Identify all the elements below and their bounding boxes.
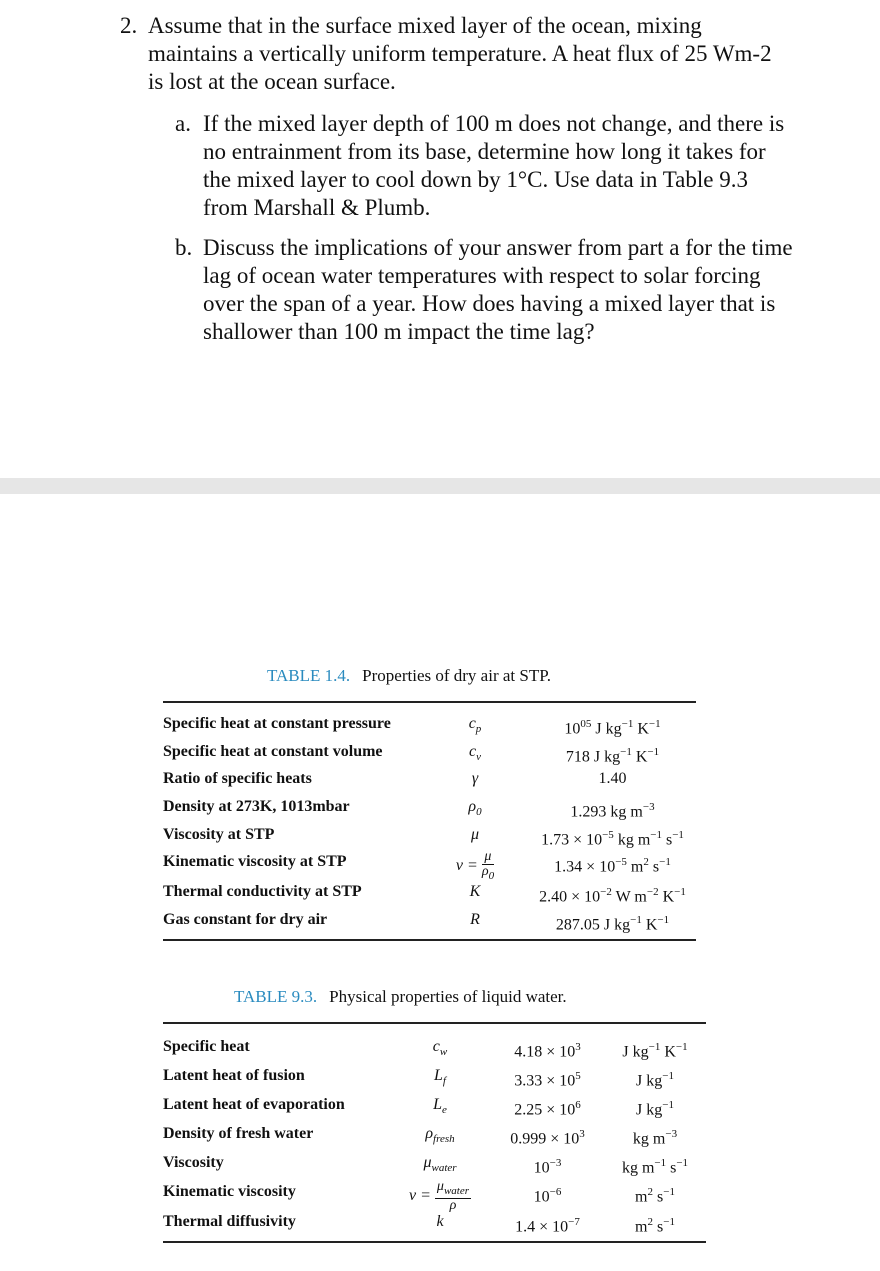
table-row: [0, 1122, 880, 1146]
property-label: Viscosity at STP: [163, 826, 275, 843]
property-symbol: k: [436, 1213, 444, 1230]
property-symbol: $L_e$: [433, 1096, 447, 1117]
property-symbol: μ: [470, 826, 480, 843]
page-divider: [0, 478, 880, 494]
property-value: 287.05 J $kg^{-1}$ $K^{-1}$: [555, 914, 670, 934]
property-value: $3.33 \times 10^5$: [514, 1070, 581, 1090]
table-number: TABLE 1.4.: [267, 666, 351, 685]
property-symbol: ν = $\frac{\mu}{\rho_0}$: [455, 849, 495, 882]
table-2-bottom-rule: [163, 1241, 706, 1243]
property-label: Viscosity: [163, 1154, 224, 1171]
property-label: Specific heat at constant volume: [163, 743, 383, 760]
table-row: [0, 1093, 880, 1117]
table-row: [0, 1210, 880, 1234]
table-row: [0, 1064, 880, 1088]
question-part-b: [175, 234, 795, 346]
property-value: 718 J $kg^{-1}$ $K^{-1}$: [565, 746, 660, 766]
table-row: [0, 823, 880, 847]
table-title: Physical properties of liquid water.: [329, 987, 567, 1006]
part-text: Discuss the implications of your answer from part a for the time lag of ocean water temperatures with respect to solar forcing over the span of a year. How does having a mixed layer that is shallower than 100 m impact the time lag?: [203, 235, 793, 344]
property-unit: J $kg^{-1}$ $K^{-1}$: [622, 1041, 688, 1061]
question-part-a: [175, 110, 795, 222]
table-number: TABLE 9.3.: [234, 987, 318, 1006]
property-symbol: $c_p$: [468, 715, 482, 736]
table-row: [0, 767, 880, 791]
table-2-top-rule: [163, 1022, 706, 1024]
table-row: [0, 795, 880, 819]
property-label: Kinematic viscosity: [163, 1183, 296, 1200]
property-label: Thermal diffusivity: [163, 1213, 296, 1230]
question-number: 2.: [120, 13, 138, 38]
property-label: Ratio of specific heats: [163, 770, 312, 787]
property-label: Kinematic viscosity at STP: [163, 853, 347, 870]
table-1-top-rule: [163, 701, 696, 703]
property-label: Thermal conductivity at STP: [163, 883, 362, 900]
property-label: Latent heat of evaporation: [163, 1096, 345, 1113]
table-title: Properties of dry air at STP.: [362, 666, 552, 685]
property-value: $1.73 \times 10^{-5}$ kg $m^{-1}$ $s^{-1}$: [541, 829, 684, 849]
property-value: $0.999 \times 10^3$: [510, 1128, 585, 1148]
question-2: [120, 12, 780, 96]
property-label: Density at 273K, 1013mbar: [163, 798, 350, 815]
table-row: [0, 880, 880, 904]
property-symbol: $c_v$: [469, 743, 481, 764]
part-label: a.: [175, 111, 191, 136]
table-2-caption: [234, 987, 567, 1007]
property-symbol: $c_w$: [432, 1038, 448, 1059]
property-value: $10^{-3}$: [533, 1157, 562, 1177]
property-value: 1.40: [598, 770, 627, 787]
table-row: [0, 1179, 880, 1213]
property-symbol: K: [469, 883, 481, 900]
table-row: [0, 849, 880, 882]
property-symbol: γ: [471, 770, 479, 787]
property-value: $10^{-6}$: [533, 1186, 562, 1206]
property-unit: kg $m^{-1}$ $s^{-1}$: [621, 1157, 689, 1177]
property-value: 1.293 kg $m^{-3}$: [570, 801, 655, 821]
property-label: Density of fresh water: [163, 1125, 314, 1142]
table-row: [0, 740, 880, 764]
property-value: $10^{05}$ J $kg^{-1}$ $K^{-1}$: [564, 718, 661, 738]
part-text: If the mixed layer depth of 100 m does not change, and there is no entrainment from its base, determine how long it takes for the mixed layer to cool down by 1°C. Use data in Table 9.3 from Marshall & Plumb.: [203, 111, 785, 220]
property-symbol: R: [470, 911, 480, 928]
property-symbol: $L_f$: [434, 1067, 446, 1088]
table-row: [0, 1151, 880, 1175]
property-label: Gas constant for dry air: [163, 911, 328, 928]
property-unit: $m^2$ $s^{-1}$: [635, 1216, 675, 1236]
property-label: Specific heat: [163, 1038, 250, 1055]
property-unit: J $kg^{-1}$: [636, 1099, 674, 1119]
property-unit: kg $m^{-3}$: [632, 1128, 678, 1148]
property-symbol: $\rho_{fresh}$: [425, 1125, 455, 1146]
property-unit: $m^2$ $s^{-1}$: [635, 1186, 675, 1206]
property-label: Specific heat at constant pressure: [163, 715, 391, 732]
table-1-caption: [267, 666, 551, 686]
question-text: Assume that in the surface mixed layer of the ocean, mixing maintains a vertically uniform temperature. A heat flux of 25 Wm-2 is lost at the ocean surface.: [148, 13, 772, 94]
table-row: [0, 712, 880, 736]
property-value: $2.40 \times 10^{-2}$ W $m^{-2}$ $K^{-1}$: [539, 886, 686, 906]
table-row: [0, 1035, 880, 1059]
property-value: $4.18 \times 10^3$: [514, 1041, 581, 1061]
property-unit: J $kg^{-1}$: [636, 1070, 674, 1090]
property-symbol: ν = $\frac{\mu_{water}}{\rho}$: [409, 1179, 469, 1213]
property-symbol: $\rho_0$: [468, 798, 482, 819]
part-label: b.: [175, 235, 193, 260]
property-symbol: $\mu_{water}$: [423, 1154, 457, 1175]
property-value: $1.34 \times 10^{-5}$ $m^2$ $s^{-1}$: [554, 856, 671, 876]
property-value: $1.4 \times 10^{-7}$: [515, 1216, 580, 1236]
property-label: Latent heat of fusion: [163, 1067, 305, 1084]
table-row: [0, 908, 880, 932]
table-1-bottom-rule: [163, 939, 696, 941]
property-value: $2.25 \times 10^6$: [514, 1099, 581, 1119]
